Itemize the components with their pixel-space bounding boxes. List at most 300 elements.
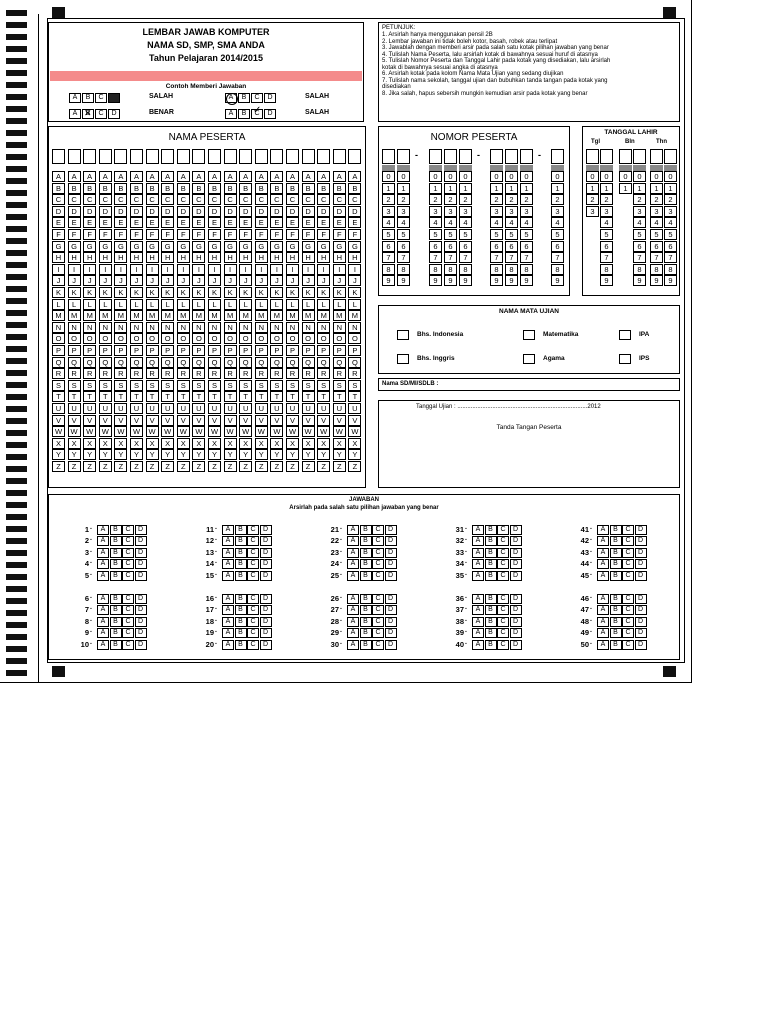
name-letter-bubble[interactable]: W <box>333 426 346 437</box>
name-letter-bubble[interactable]: N <box>224 322 237 333</box>
name-letter-bubble[interactable]: W <box>239 426 252 437</box>
name-letter-bubble[interactable]: N <box>52 322 65 333</box>
name-letter-bubble[interactable]: A <box>224 171 237 182</box>
name-letter-bubble[interactable]: P <box>99 345 112 356</box>
answer-option-c[interactable]: C <box>497 640 509 650</box>
answer-option-b[interactable]: B <box>110 640 122 650</box>
name-letter-bubble[interactable]: V <box>161 415 174 426</box>
answer-option-c[interactable]: C <box>497 559 509 569</box>
name-letter-bubble[interactable]: Q <box>286 357 299 368</box>
name-char-box[interactable] <box>208 149 221 164</box>
name-letter-bubble[interactable]: X <box>130 438 143 449</box>
answer-option-c[interactable]: C <box>622 628 634 638</box>
name-letter-bubble[interactable]: C <box>161 194 174 205</box>
subject-checkbox[interactable] <box>523 330 535 340</box>
answer-option-a[interactable]: A <box>347 536 359 546</box>
name-letter-bubble[interactable]: N <box>130 322 143 333</box>
name-letter-bubble[interactable]: A <box>348 171 361 182</box>
nomor-digit-bubble[interactable]: 9 <box>520 275 533 286</box>
name-letter-bubble[interactable]: E <box>333 217 346 228</box>
answer-option-d[interactable]: D <box>135 571 147 581</box>
name-letter-bubble[interactable]: X <box>255 438 268 449</box>
name-letter-bubble[interactable]: N <box>192 322 205 333</box>
name-letter-bubble[interactable]: R <box>83 368 96 379</box>
name-letter-bubble[interactable]: L <box>52 299 65 310</box>
name-letter-bubble[interactable]: G <box>208 241 221 252</box>
name-letter-bubble[interactable]: Z <box>177 461 190 472</box>
answer-option-b[interactable]: B <box>485 548 497 558</box>
name-letter-bubble[interactable]: A <box>192 171 205 182</box>
nomor-digit-box[interactable] <box>459 149 472 164</box>
name-letter-bubble[interactable]: B <box>99 183 112 194</box>
nomor-digit-box[interactable] <box>505 149 518 164</box>
name-letter-bubble[interactable]: T <box>114 391 127 402</box>
name-letter-bubble[interactable]: U <box>177 403 190 414</box>
name-letter-bubble[interactable]: M <box>130 310 143 321</box>
name-letter-bubble[interactable]: G <box>161 241 174 252</box>
name-letter-bubble[interactable]: X <box>224 438 237 449</box>
answer-option-a[interactable]: A <box>222 617 234 627</box>
answer-option-d[interactable]: D <box>385 605 397 615</box>
name-letter-bubble[interactable]: I <box>255 264 268 275</box>
name-letter-bubble[interactable]: Y <box>130 449 143 460</box>
answer-option-a[interactable]: A <box>347 605 359 615</box>
nomor-digit-bubble[interactable]: 6 <box>490 241 503 252</box>
name-letter-bubble[interactable]: S <box>317 380 330 391</box>
nomor-digit-bubble[interactable]: 6 <box>397 241 410 252</box>
name-letter-bubble[interactable]: A <box>114 171 127 182</box>
answer-option-d[interactable]: D <box>260 559 272 569</box>
answer-option-d[interactable]: D <box>635 525 647 535</box>
name-letter-bubble[interactable]: R <box>302 368 315 379</box>
nomor-digit-bubble[interactable]: 0 <box>520 171 533 182</box>
tanggal-lahir-bubble[interactable]: 7 <box>650 252 663 263</box>
answer-option-a[interactable]: A <box>97 617 109 627</box>
name-letter-bubble[interactable]: M <box>192 310 205 321</box>
name-letter-bubble[interactable]: W <box>161 426 174 437</box>
name-letter-bubble[interactable]: S <box>208 380 221 391</box>
answer-option-d[interactable]: D <box>260 628 272 638</box>
name-letter-bubble[interactable]: Z <box>348 461 361 472</box>
tanggal-lahir-bubble[interactable]: 7 <box>633 252 646 263</box>
nomor-digit-bubble[interactable]: 1 <box>520 183 533 194</box>
name-letter-bubble[interactable]: T <box>239 391 252 402</box>
nomor-digit-bubble[interactable]: 5 <box>520 229 533 240</box>
tanggal-lahir-bubble[interactable]: 6 <box>633 241 646 252</box>
nomor-digit-bubble[interactable]: 4 <box>520 217 533 228</box>
answer-option-c[interactable]: C <box>122 605 134 615</box>
name-letter-bubble[interactable]: A <box>208 171 221 182</box>
name-letter-bubble[interactable]: V <box>52 415 65 426</box>
name-letter-bubble[interactable]: E <box>255 217 268 228</box>
answer-option-b[interactable]: B <box>235 571 247 581</box>
nomor-digit-bubble[interactable]: 3 <box>444 206 457 217</box>
name-letter-bubble[interactable]: Q <box>99 357 112 368</box>
name-letter-bubble[interactable]: P <box>224 345 237 356</box>
name-letter-bubble[interactable]: R <box>208 368 221 379</box>
name-letter-bubble[interactable]: N <box>333 322 346 333</box>
answer-option-a[interactable]: A <box>97 525 109 535</box>
answer-option-c[interactable]: C <box>247 536 259 546</box>
name-letter-bubble[interactable]: K <box>114 287 127 298</box>
name-letter-bubble[interactable]: T <box>270 391 283 402</box>
answer-option-d[interactable]: D <box>135 536 147 546</box>
name-letter-bubble[interactable]: X <box>286 438 299 449</box>
name-letter-bubble[interactable]: F <box>192 229 205 240</box>
nomor-digit-bubble[interactable]: 3 <box>551 206 564 217</box>
name-letter-bubble[interactable]: D <box>52 206 65 217</box>
name-letter-bubble[interactable]: R <box>333 368 346 379</box>
answer-option-b[interactable]: B <box>360 571 372 581</box>
answer-option-a[interactable]: A <box>347 594 359 604</box>
name-letter-bubble[interactable]: I <box>52 264 65 275</box>
answer-option-a[interactable]: A <box>597 640 609 650</box>
nomor-digit-bubble[interactable]: 3 <box>429 206 442 217</box>
answer-option-b[interactable]: B <box>485 594 497 604</box>
name-letter-bubble[interactable]: D <box>68 206 81 217</box>
answer-option-a[interactable]: A <box>97 536 109 546</box>
name-letter-bubble[interactable]: J <box>255 275 268 286</box>
answer-option-c[interactable]: C <box>622 559 634 569</box>
name-letter-bubble[interactable]: K <box>239 287 252 298</box>
name-letter-bubble[interactable]: C <box>333 194 346 205</box>
nomor-digit-bubble[interactable]: 4 <box>382 217 395 228</box>
name-letter-bubble[interactable]: P <box>255 345 268 356</box>
name-letter-bubble[interactable]: K <box>270 287 283 298</box>
name-letter-bubble[interactable]: E <box>114 217 127 228</box>
name-letter-bubble[interactable]: D <box>83 206 96 217</box>
name-letter-bubble[interactable]: U <box>270 403 283 414</box>
answer-option-b[interactable]: B <box>485 559 497 569</box>
answer-option-c[interactable]: C <box>247 525 259 535</box>
name-letter-bubble[interactable]: V <box>286 415 299 426</box>
name-letter-bubble[interactable]: N <box>146 322 159 333</box>
name-letter-bubble[interactable]: I <box>302 264 315 275</box>
name-letter-bubble[interactable]: R <box>114 368 127 379</box>
name-letter-bubble[interactable]: G <box>286 241 299 252</box>
name-letter-bubble[interactable]: W <box>348 426 361 437</box>
name-letter-bubble[interactable]: K <box>177 287 190 298</box>
tanggal-lahir-bubble[interactable]: 9 <box>650 275 663 286</box>
name-letter-bubble[interactable]: W <box>224 426 237 437</box>
name-letter-bubble[interactable]: D <box>177 206 190 217</box>
name-letter-bubble[interactable]: L <box>302 299 315 310</box>
name-letter-bubble[interactable]: X <box>146 438 159 449</box>
answer-option-a[interactable]: A <box>472 617 484 627</box>
name-letter-bubble[interactable]: Z <box>224 461 237 472</box>
name-letter-bubble[interactable]: N <box>317 322 330 333</box>
name-letter-bubble[interactable]: P <box>177 345 190 356</box>
name-letter-bubble[interactable]: L <box>114 299 127 310</box>
name-letter-bubble[interactable]: F <box>99 229 112 240</box>
name-letter-bubble[interactable]: X <box>333 438 346 449</box>
name-letter-bubble[interactable]: Z <box>317 461 330 472</box>
name-letter-bubble[interactable]: W <box>192 426 205 437</box>
name-letter-bubble[interactable]: B <box>348 183 361 194</box>
answer-option-a[interactable]: A <box>472 605 484 615</box>
name-letter-bubble[interactable]: L <box>239 299 252 310</box>
name-letter-bubble[interactable]: G <box>270 241 283 252</box>
name-letter-bubble[interactable]: Q <box>146 357 159 368</box>
answer-option-c[interactable]: C <box>122 571 134 581</box>
name-letter-bubble[interactable]: Z <box>255 461 268 472</box>
nomor-digit-bubble[interactable]: 3 <box>459 206 472 217</box>
name-letter-bubble[interactable]: E <box>224 217 237 228</box>
answer-option-d[interactable]: D <box>135 559 147 569</box>
answer-option-b[interactable]: B <box>110 571 122 581</box>
name-char-box[interactable] <box>192 149 205 164</box>
nomor-digit-bubble[interactable]: 7 <box>551 252 564 263</box>
answer-option-b[interactable]: B <box>610 536 622 546</box>
answer-option-d[interactable]: D <box>635 548 647 558</box>
name-letter-bubble[interactable]: D <box>333 206 346 217</box>
name-letter-bubble[interactable]: Z <box>83 461 96 472</box>
name-letter-bubble[interactable]: L <box>317 299 330 310</box>
name-letter-bubble[interactable]: U <box>192 403 205 414</box>
tanggal-lahir-bubble[interactable]: 8 <box>633 264 646 275</box>
answer-option-d[interactable]: D <box>260 594 272 604</box>
name-letter-bubble[interactable]: H <box>239 252 252 263</box>
name-letter-bubble[interactable]: D <box>239 206 252 217</box>
name-letter-bubble[interactable]: O <box>286 333 299 344</box>
name-letter-bubble[interactable]: S <box>302 380 315 391</box>
name-letter-bubble[interactable]: M <box>208 310 221 321</box>
tanggal-lahir-bubble[interactable]: 1 <box>619 183 632 194</box>
answer-option-b[interactable]: B <box>235 525 247 535</box>
name-letter-bubble[interactable]: Q <box>348 357 361 368</box>
nomor-digit-box[interactable] <box>444 149 457 164</box>
answer-option-a[interactable]: A <box>472 525 484 535</box>
name-letter-bubble[interactable]: U <box>286 403 299 414</box>
name-letter-bubble[interactable]: A <box>239 171 252 182</box>
name-letter-bubble[interactable]: R <box>286 368 299 379</box>
name-letter-bubble[interactable]: D <box>208 206 221 217</box>
answer-option-c[interactable]: C <box>122 559 134 569</box>
name-letter-bubble[interactable]: K <box>317 287 330 298</box>
name-letter-bubble[interactable]: R <box>255 368 268 379</box>
tanggal-lahir-bubble[interactable]: 1 <box>600 183 613 194</box>
name-letter-bubble[interactable]: I <box>99 264 112 275</box>
name-letter-bubble[interactable]: S <box>333 380 346 391</box>
answer-option-b[interactable]: B <box>485 525 497 535</box>
nomor-digit-bubble[interactable]: 7 <box>444 252 457 263</box>
name-letter-bubble[interactable]: I <box>192 264 205 275</box>
name-letter-bubble[interactable]: I <box>239 264 252 275</box>
nomor-digit-bubble[interactable]: 6 <box>520 241 533 252</box>
name-letter-bubble[interactable]: S <box>270 380 283 391</box>
answer-option-c[interactable]: C <box>497 548 509 558</box>
answer-option-d[interactable]: D <box>260 536 272 546</box>
name-letter-bubble[interactable]: J <box>286 275 299 286</box>
name-letter-bubble[interactable]: O <box>270 333 283 344</box>
answer-option-c[interactable]: C <box>622 617 634 627</box>
nomor-digit-bubble[interactable]: 8 <box>397 264 410 275</box>
name-letter-bubble[interactable]: L <box>224 299 237 310</box>
name-letter-bubble[interactable]: I <box>114 264 127 275</box>
name-letter-bubble[interactable]: V <box>348 415 361 426</box>
name-letter-bubble[interactable]: W <box>68 426 81 437</box>
answer-option-a[interactable]: A <box>472 548 484 558</box>
name-letter-bubble[interactable]: F <box>130 229 143 240</box>
answer-option-a[interactable]: A <box>222 536 234 546</box>
name-letter-bubble[interactable]: U <box>239 403 252 414</box>
nomor-digit-bubble[interactable]: 9 <box>444 275 457 286</box>
name-letter-bubble[interactable]: J <box>348 275 361 286</box>
name-letter-bubble[interactable]: Q <box>114 357 127 368</box>
name-letter-bubble[interactable]: R <box>317 368 330 379</box>
name-letter-bubble[interactable]: O <box>52 333 65 344</box>
name-letter-bubble[interactable]: T <box>224 391 237 402</box>
name-letter-bubble[interactable]: I <box>68 264 81 275</box>
answer-option-c[interactable]: C <box>122 525 134 535</box>
answer-option-b[interactable]: B <box>235 548 247 558</box>
name-letter-bubble[interactable]: X <box>177 438 190 449</box>
name-letter-bubble[interactable]: D <box>114 206 127 217</box>
name-letter-bubble[interactable]: X <box>239 438 252 449</box>
name-letter-bubble[interactable]: O <box>302 333 315 344</box>
name-char-box[interactable] <box>146 149 159 164</box>
name-letter-bubble[interactable]: U <box>333 403 346 414</box>
tanggal-lahir-bubble[interactable]: 0 <box>650 171 663 182</box>
name-letter-bubble[interactable]: N <box>302 322 315 333</box>
name-letter-bubble[interactable]: H <box>302 252 315 263</box>
name-letter-bubble[interactable]: B <box>317 183 330 194</box>
name-letter-bubble[interactable]: K <box>83 287 96 298</box>
answer-option-a[interactable]: A <box>472 559 484 569</box>
name-letter-bubble[interactable]: Z <box>99 461 112 472</box>
answer-option-d[interactable]: D <box>260 571 272 581</box>
name-letter-bubble[interactable]: Q <box>224 357 237 368</box>
nomor-digit-box[interactable] <box>520 149 533 164</box>
answer-option-c[interactable]: C <box>497 617 509 627</box>
answer-option-a[interactable]: A <box>472 594 484 604</box>
tanggal-lahir-digit-box[interactable] <box>664 149 677 164</box>
name-letter-bubble[interactable]: G <box>239 241 252 252</box>
name-letter-bubble[interactable]: J <box>146 275 159 286</box>
name-letter-bubble[interactable]: U <box>83 403 96 414</box>
name-letter-bubble[interactable]: F <box>255 229 268 240</box>
name-letter-bubble[interactable]: B <box>114 183 127 194</box>
name-letter-bubble[interactable]: Q <box>68 357 81 368</box>
subject-checkbox[interactable] <box>397 354 409 364</box>
name-letter-bubble[interactable]: I <box>130 264 143 275</box>
answer-option-d[interactable]: D <box>510 594 522 604</box>
answer-option-c[interactable]: C <box>247 559 259 569</box>
name-char-box[interactable] <box>52 149 65 164</box>
name-letter-bubble[interactable]: V <box>208 415 221 426</box>
name-char-box[interactable] <box>99 149 112 164</box>
name-letter-bubble[interactable]: B <box>208 183 221 194</box>
nomor-digit-bubble[interactable]: 0 <box>382 171 395 182</box>
name-letter-bubble[interactable]: H <box>130 252 143 263</box>
nomor-digit-bubble[interactable]: 7 <box>397 252 410 263</box>
name-letter-bubble[interactable]: Z <box>270 461 283 472</box>
answer-option-d[interactable]: D <box>385 548 397 558</box>
nomor-digit-bubble[interactable]: 9 <box>459 275 472 286</box>
answer-option-d[interactable]: D <box>510 640 522 650</box>
name-letter-bubble[interactable]: P <box>270 345 283 356</box>
tanggal-lahir-bubble[interactable]: 4 <box>664 217 677 228</box>
tanggal-lahir-bubble[interactable]: 0 <box>633 171 646 182</box>
name-letter-bubble[interactable]: M <box>146 310 159 321</box>
tanggal-lahir-bubble[interactable]: 2 <box>650 194 663 205</box>
name-char-box[interactable] <box>239 149 252 164</box>
name-letter-bubble[interactable]: T <box>83 391 96 402</box>
nomor-digit-bubble[interactable]: 8 <box>444 264 457 275</box>
name-char-box[interactable] <box>114 149 127 164</box>
name-letter-bubble[interactable]: Y <box>224 449 237 460</box>
answer-option-d[interactable]: D <box>260 548 272 558</box>
name-letter-bubble[interactable]: F <box>333 229 346 240</box>
name-letter-bubble[interactable]: X <box>192 438 205 449</box>
answer-option-d[interactable]: D <box>635 605 647 615</box>
name-letter-bubble[interactable]: A <box>270 171 283 182</box>
name-letter-bubble[interactable]: W <box>302 426 315 437</box>
name-letter-bubble[interactable]: R <box>270 368 283 379</box>
nomor-digit-bubble[interactable]: 6 <box>459 241 472 252</box>
name-letter-bubble[interactable]: Y <box>348 449 361 460</box>
name-letter-bubble[interactable]: K <box>224 287 237 298</box>
tanggal-lahir-bubble[interactable]: 7 <box>664 252 677 263</box>
name-letter-bubble[interactable]: Q <box>270 357 283 368</box>
answer-option-d[interactable]: D <box>385 525 397 535</box>
name-letter-bubble[interactable]: Q <box>255 357 268 368</box>
name-letter-bubble[interactable]: N <box>348 322 361 333</box>
name-letter-bubble[interactable]: R <box>239 368 252 379</box>
name-letter-bubble[interactable]: H <box>333 252 346 263</box>
name-letter-bubble[interactable]: O <box>317 333 330 344</box>
name-letter-bubble[interactable]: G <box>68 241 81 252</box>
name-letter-bubble[interactable]: E <box>146 217 159 228</box>
name-letter-bubble[interactable]: B <box>177 183 190 194</box>
name-letter-bubble[interactable]: T <box>317 391 330 402</box>
name-letter-bubble[interactable]: V <box>239 415 252 426</box>
nomor-digit-bubble[interactable]: 1 <box>505 183 518 194</box>
name-letter-bubble[interactable]: Z <box>52 461 65 472</box>
name-letter-bubble[interactable]: K <box>286 287 299 298</box>
name-letter-bubble[interactable]: P <box>192 345 205 356</box>
answer-option-a[interactable]: A <box>97 640 109 650</box>
name-letter-bubble[interactable]: G <box>192 241 205 252</box>
name-letter-bubble[interactable]: M <box>114 310 127 321</box>
name-letter-bubble[interactable]: R <box>348 368 361 379</box>
answer-option-d[interactable]: D <box>260 525 272 535</box>
name-letter-bubble[interactable]: T <box>146 391 159 402</box>
name-letter-bubble[interactable]: Q <box>177 357 190 368</box>
name-letter-bubble[interactable]: P <box>146 345 159 356</box>
nomor-digit-bubble[interactable]: 9 <box>505 275 518 286</box>
name-letter-bubble[interactable]: O <box>68 333 81 344</box>
name-letter-bubble[interactable]: H <box>68 252 81 263</box>
nomor-digit-bubble[interactable]: 4 <box>505 217 518 228</box>
name-letter-bubble[interactable]: W <box>208 426 221 437</box>
name-letter-bubble[interactable]: E <box>348 217 361 228</box>
name-letter-bubble[interactable]: J <box>333 275 346 286</box>
name-letter-bubble[interactable]: A <box>83 171 96 182</box>
name-letter-bubble[interactable]: J <box>208 275 221 286</box>
answer-option-b[interactable]: B <box>110 559 122 569</box>
nomor-digit-bubble[interactable]: 4 <box>459 217 472 228</box>
nomor-digit-bubble[interactable]: 7 <box>429 252 442 263</box>
answer-option-a[interactable]: A <box>97 605 109 615</box>
name-letter-bubble[interactable]: D <box>161 206 174 217</box>
name-letter-bubble[interactable]: W <box>83 426 96 437</box>
answer-option-d[interactable]: D <box>135 617 147 627</box>
name-letter-bubble[interactable]: I <box>286 264 299 275</box>
name-letter-bubble[interactable]: V <box>270 415 283 426</box>
name-letter-bubble[interactable]: L <box>348 299 361 310</box>
name-letter-bubble[interactable]: Z <box>192 461 205 472</box>
